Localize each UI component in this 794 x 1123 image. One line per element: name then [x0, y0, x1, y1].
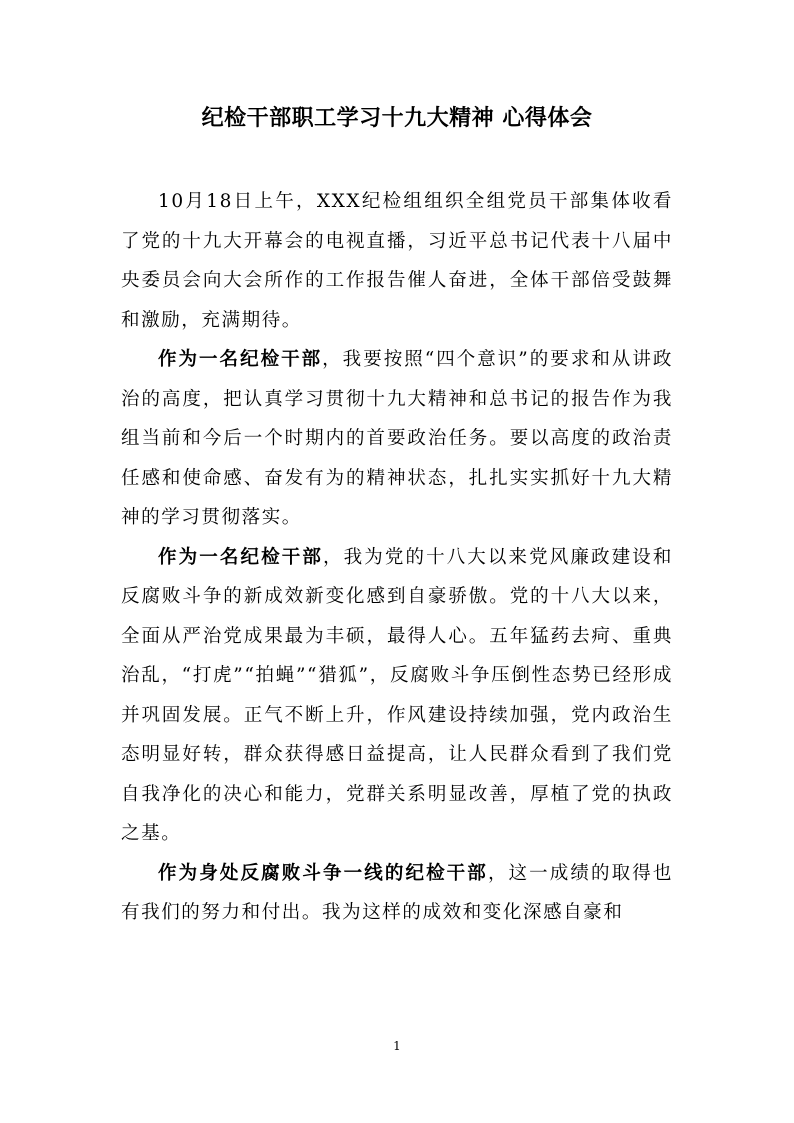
document-title: 纪检干部职工学习十九大精神 心得体会 — [201, 106, 593, 131]
document-body — [121, 182, 673, 933]
paragraph-text: ，我为党的十八大以来党风廉政建设和反腐败斗争的新成效新变化感到自豪骄傲。党的十八大以来，全面从严治党成果最为丰硕，最得人心。五年猛药去疴、重典治乱，“打虎”“拍蝇”“猎狐”，反腐败斗争压倒性态势已经形成并巩固发展。正气不断上升，作风建设持续加强，党内政治生态明显好转，群众获得感日益提高，让人民群众看到了我们党自我净化的决心和能力，党群关系明显改善，厚植了党的执政之基。 — [121, 546, 673, 844]
paragraph-3 — [121, 538, 673, 854]
paragraph-text: ，我要按照“四个意识”的要求和从讲政治的高度，把认真学习贯彻十九大精神和总书记的报告作为我组当前和今后一个时期内的首要政治任务。要以高度的政治责任感和使命感、奋发有为的精神状态，扎扎实实抓好十九大精神的学习贯彻落实。 — [121, 349, 673, 528]
paragraph-text: 10月18日上午，XXX纪检组组织全组党员干部集体收看了党的十九大开幕会的电视直播，习近平总书记代表十八届中央委员会向大会所作的工作报告催人奋进，全体干部倍受鼓舞和激励，充满期待。 — [121, 191, 673, 331]
paragraph-lead: 作为一名纪检干部 — [158, 349, 323, 370]
paragraph-1 — [121, 182, 673, 340]
paragraph-lead: 作为一名纪检干部 — [158, 546, 323, 568]
paragraph-lead: 作为身处反腐败斗争一线的纪检干部 — [158, 862, 488, 884]
paragraph-4 — [121, 854, 673, 933]
paragraph-2 — [121, 340, 673, 538]
page-number: 1 — [393, 1039, 401, 1053]
paragraph-text: ，这一成绩的取得也有我们的努力和付出。我为这样的成效和变化深感自豪和 — [121, 862, 673, 923]
